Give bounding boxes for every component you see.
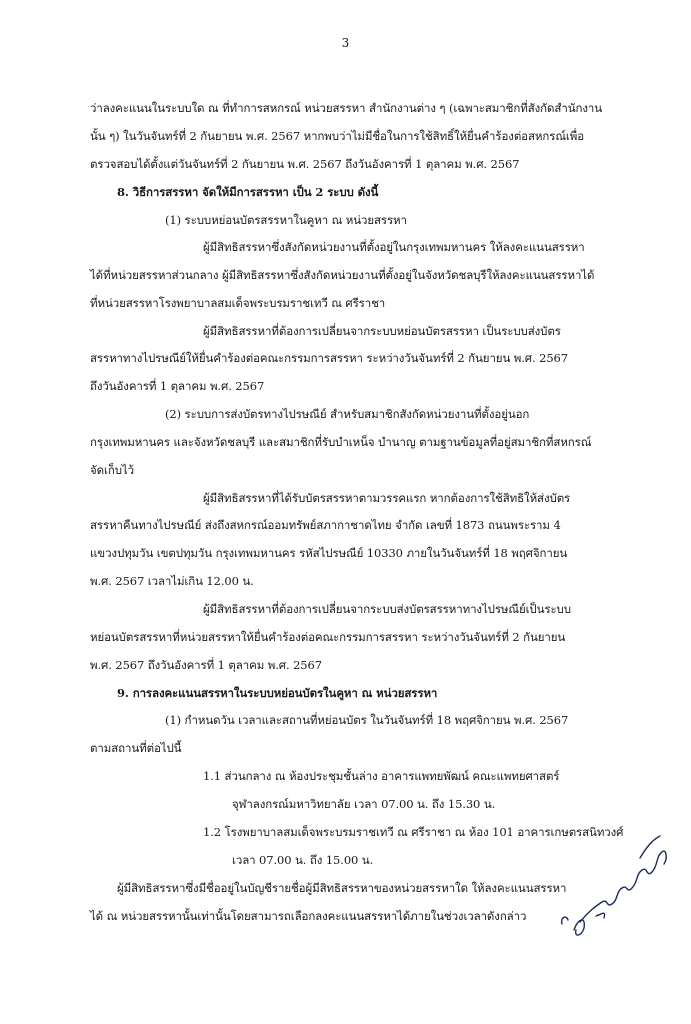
text-line: จัดเก็บไว้ xyxy=(90,463,134,477)
text-line: จุฬาลงกรณ์มหาวิทยาลัย เวลา 07.00 น. ถึง 15.30 น. xyxy=(232,797,496,811)
page-number: 3 xyxy=(341,36,350,50)
subsection-heading: (1) ระบบหย่อนบัตรสรรหาในคูหา ณ หน่วยสรรหา xyxy=(165,213,407,227)
text-line: ผู้มีสิทธิสรรหาซึ่งสังกัดหน่วยงานที่ตั้งอยู่ในกรุงเทพมหานคร ให้ลงคะแนนสรรหา xyxy=(203,240,585,254)
text-line: หย่อนบัตรสรรหาที่หน่วยสรรหาให้ยื่นคำร้องต่อคณะกรรมการสรรหา ระหว่างวันจันทร์ที่ 2 กันยายน xyxy=(90,630,566,644)
text-line: กรุงเทพมหานคร และจังหวัดชลบุรี และสมาชิกที่รับบำเหน็จ บำนาญ ตามฐานข้อมูลที่อยู่สมาชิกที่สหกรณ์ xyxy=(90,435,592,449)
text-line: ผู้มีสิทธิสรรหาที่ต้องการเปลี่ยนจากระบบส่งบัตรสรรหาทางไปรษณีย์เป็นระบบ xyxy=(203,602,571,616)
text-line: เวลา 07.00 น. ถึง 15.00 น. xyxy=(232,853,374,867)
text-line: ผู้มีสิทธิสรรหาซึ่งมีชื่ออยู่ในบัญชีรายชื่อผู้มีสิทธิสรรหาของหน่วยสรรหาใด ให้ลงคะแนนสรรหา xyxy=(117,881,567,895)
text-line: พ.ศ. 2567 เวลาไม่เกิน 12.00 น. xyxy=(90,574,254,588)
list-item: 1.1 ส่วนกลาง ณ ห้องประชุมชั้นล่าง อาคารแพทยพัฒน์ คณะแพทยศาสตร์ xyxy=(203,769,560,783)
text-line: ผู้มีสิทธิสรรหาที่ได้รับบัตรสรรหาตามวรรคแรก หากต้องการใช้สิทธิให้ส่งบัตร xyxy=(203,491,571,505)
section-heading-8: 8. วิธีการสรรหา จัดให้มีการสรรหา เป็น 2 ระบบ ดังนี้ xyxy=(117,185,379,199)
list-item: 1.2 โรงพยาบาลสมเด็จพระบรมราชเทวี ณ ศรีราชา ณ ห้อง 101 อาคารเกษตรสนิทวงศ์ xyxy=(203,825,624,839)
text-line: พ.ศ. 2567 ถึงวันอังคารที่ 1 ตุลาคม พ.ศ. 2567 xyxy=(90,658,322,672)
text-line: นั้น ๆ) ในวันจันทร์ที่ 2 กันยายน พ.ศ. 2567 หากพบว่าไม่มีชื่อในการใช้สิทธิ์ให้ยื่นคำร้องต่อสหกรณ์เพื่อ xyxy=(90,129,585,143)
text-line: ที่หน่วยสรรหาโรงพยาบาลสมเด็จพระบรมราชเทวี ณ ศรีราชา xyxy=(90,296,386,310)
text-line: ได้ ณ หน่วยสรรหานั้นเท่านั้นโดยสามารถเลือกลงคะแนนสรรหาได้ภายในช่วงเวลาดังกล่าว xyxy=(90,909,527,923)
section-heading-9: 9. การลงคะแนนสรรหาในระบบหย่อนบัตรในคูหา ณ หน่วยสรรหา xyxy=(117,686,438,700)
text-line: ว่าลงคะแนนในระบบใด ณ ที่ทำการสหกรณ์ หน่วยสรรหา สำนักงานต่าง ๆ (เฉพาะสมาชิกที่สังกัดสำนักงาน xyxy=(90,101,602,115)
subsection-heading: (2) ระบบการส่งบัตรทางไปรษณีย์ สำหรับสมาชิกสังกัดหน่วยงานที่ตั้งอยู่นอก xyxy=(165,407,530,421)
subsection-heading: (1) กำหนดวัน เวลาและสถานที่หย่อนบัตร ในวันจันทร์ที่ 18 พฤศจิกายน พ.ศ. 2567 xyxy=(165,713,569,727)
text-line: แขวงปทุมวัน เขตปทุมวัน กรุงเทพมหานคร รหัสไปรษณีย์ 10330 ภายในวันจันทร์ที่ 18 พฤศจิกายน xyxy=(90,546,568,560)
signature-image xyxy=(556,818,686,948)
text-line: ผู้มีสิทธิสรรหาที่ต้องการเปลี่ยนจากระบบหย่อนบัตรสรรหา เป็นระบบส่งบัตร xyxy=(203,324,561,338)
text-line: สรรหาคืนทางไปรษณีย์ ส่งถึงสหกรณ์ออมทรัพย์สภากาชาดไทย จำกัด เลขที่ 1873 ถนนพระราม 4 xyxy=(90,518,561,532)
text-line: ตามสถานที่ต่อไปนี้ xyxy=(90,741,182,755)
text-line: ถึงวันอังคารที่ 1 ตุลาคม พ.ศ. 2567 xyxy=(90,379,265,393)
text-line: สรรหาทางไปรษณีย์ให้ยื่นคำร้องต่อคณะกรรมการสรรหา ระหว่างวันจันทร์ที่ 2 กันยายน พ.ศ. 2567 xyxy=(90,351,568,365)
text-line: ตรวจสอบได้ตั้งแต่วันจันทร์ที่ 2 กันยายน พ.ศ. 2567 ถึงวันอังคารที่ 1 ตุลาคม พ.ศ. 2567 xyxy=(90,157,520,171)
text-line: ได้ที่หน่วยสรรหาส่วนกลาง ผู้มีสิทธิสรรหาซึ่งสังกัดหน่วยงานที่ตั้งอยู่ในจังหวัดชลบุรีให้ลงคะแนนสรรหาได้ xyxy=(90,268,595,282)
